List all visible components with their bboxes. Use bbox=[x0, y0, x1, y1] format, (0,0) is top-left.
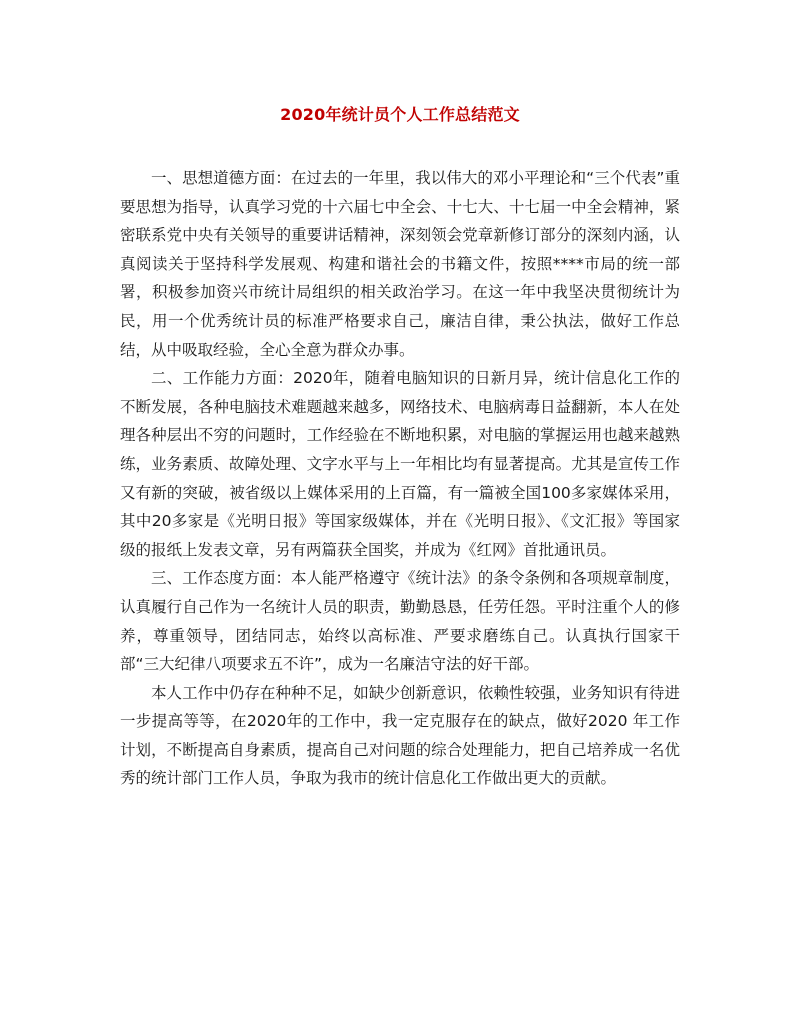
paragraph-ideology: 一、思想道德方面：在过去的一年里，我以伟大的邓小平理论和“三个代表”重要思想为指导，认真学习党的十六届七中全会、十七大、十七届一中全会精神，紧密联系党中央有关领导的重要讲话精神，深刻领会党章新修订部分的深刻内涵，认真阅读关于坚持科学发展观、构建和谐社会的书籍文件，按照****市局的统一部署，积极参加资兴市统计局组织的相关政治学习。在这一年中我坚决贯彻统计为民，用一个优秀统计员的标准严格要求自己，廉洁自律，秉公执法，做好工作总结，从中吸取经验，全心全意为群众办事。 bbox=[120, 169, 680, 359]
document-title: 2020年统计员个人工作总结范文 bbox=[280, 105, 520, 124]
paragraph-attitude: 三、工作态度方面：本人能严格遵守《统计法》的条令条例和各项规章制度，认真履行自己作为一名统计人员的职责，勤勤恳恳，任劳任怨。平时注重个人的修养，尊重领导，团结同志，始终以高标准、严要求磨练自己。认真执行国家干部“三大纪律八项要求五不许”，成为一名廉洁守法的好干部。 bbox=[120, 569, 680, 674]
paragraph-shortcomings: 本人工作中仍存在种种不足，如缺少创新意识，依赖性较强，业务知识有待进一步提高等等，在2020年的工作中，我一定克服存在的缺点，做好2020 年工作计划，不断提高自身素质，提高自己对问题的综合处理能力，把自己培养成一名优秀的统计部门工作人员，争取为我市的统计信息化工作做出更大的贡献。 bbox=[120, 683, 680, 788]
document-body bbox=[120, 164, 680, 793]
paragraph-ability: 二、工作能力方面：2020年，随着电脑知识的日新月异，统计信息化工作的不断发展，各种电脑技术难题越来越多，网络技术、电脑病毒日益翻新，本人在处理各种层出不穷的问题时，工作经验在不断地积累，对电脑的掌握运用也越来越熟练，业务素质、故障处理、文字水平与上一年相比均有显著提高。尤其是宣传工作又有新的突破，被省级以上媒体采用的上百篇，有一篇被全国100多家媒体采用，其中20多家是《光明日报》等国家级媒体，并在《光明日报》、《文汇报》等国家级的报纸上发表文章，另有两篇获全国奖，并成为《红网》首批通讯员。 bbox=[120, 369, 680, 559]
